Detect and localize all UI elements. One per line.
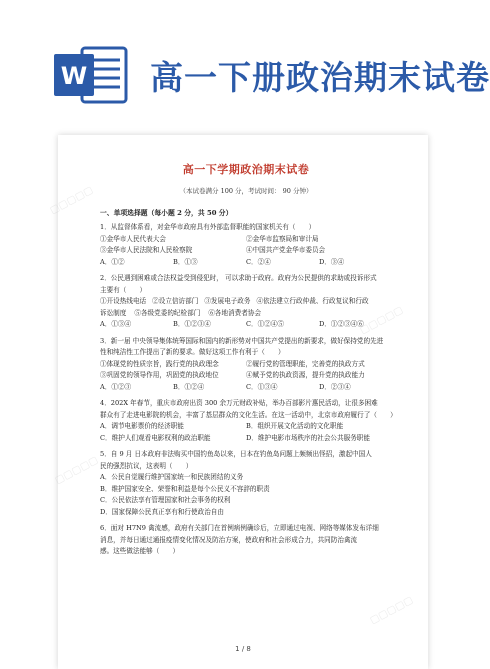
banner-title: 高一下册政治期末试卷 [150,58,490,97]
page-number: 1 / 8 [235,645,251,653]
question-2: 2．公民遇到困难或合法权益受到侵犯时， 可以求助于政府。政府为公民提供的求助或投诉形式 主要有（ ） ①开设热线电话 ②设立信访部门 ③发展电子政务 ④依法建立行政仲裁、行政复议和行政 诉讼制度 ⑤各级党委的纪检部门 ⑥各地消费者协会 A．①③④ B．①②③④ C．①②④⑤ D．①②③④⑥ [100,274,377,328]
section-heading: 一、单项选择题（每小题 2 分，共 50 分） [100,209,233,217]
word-document-icon [52,44,128,106]
question-6: 6．面对 H7N9 禽流感，政府有关部门在首例病例确诊后，立即通过电视、网络等媒体发布详细 消息，并每日通过通报疫情变化情况及防治方案，使政府和社会形成合力，共同防治禽流 感。这些做法能够（ ） [100,524,379,555]
document-page[interactable]: ▢▢▢▢▢ ▢▢▢▢▢ ▢▢▢▢▢ ▢▢▢▢▢ 高一下学期政治期末试卷 （本试卷满分 100 分，考试时间： 90 分钟） 一、单项选择题（每小题 2 分，共 50 分） 1．从监督体系看，对金华市政府具有外部监督职能的国家机关有（ ） ①金华市人民代表大会 ②金华市监察局和审计局 ③金华市人民法院和人民检察院 ④中国共产党金华市委员会 A．①② B．①③ C．②④ D．③④ 2．公民遇到困难或合法权益受到侵犯时， 可以求助于政府。政府为公民提供的求助或投诉形式 主要有（ ） ①开设热线电话 ②设立信访部门 ③发展电子政务 ④依法建立行政仲裁、行政复议和行政 诉讼制度 ⑤各级党委的纪检部门 ⑥各地消费者协会 A．①③④ B．①②③④ C．①②④⑤ D．①②③④⑥ 3．新一届 中央领导集体统筹国际和国内的新形势对中国共产党提出的新要求，做好保持党的先进 性和纯洁性工作提出了新的要求。做好这项工作有利于（ ） ①体现党的性质宗旨，践行党的执政理念 ②履行党的管理职能，完善党的执政方式 ③巩固党的领导作用，巩固党的执政地位 ④赋予党的执政资源，提升党的执政能力 A．①②③ B．①②④ C．①③④ D．②③④ 4．202X 年春节，重庆市政府出资 300 余万元财政补贴，举办百部影片惠民活动，让很多困难 群众有了走进电影院的机会，丰富了基层群众的文化生活。在这一活动中，北京市政府履行了（ ） A．调节电影票价的经济职能 B．组织开展文化活动的文化职能 C．维护人们观看电影权利的政治职能 D．维护电影市场秩序的社会公共服务职能 5．自 9 月 日本政府非法购买中国钓鱼岛以来，日本在钓鱼岛问题上频频出怪招，激起中国人 民的强烈抗议，这表明（ ） A．公民自觉履行维护国家统一和民族团结的义务 B．维护国家安全、荣誉和利益是每个公民义不容辞的职责 C．公民依法享有管理国家和社会事务的权利 D．国家保障公民真正享有和行使政治自由 6．面对 H7N9 禽流感，政府有关部门在首例病例确诊后，立即通过电视、网络等媒体发布详细 消息，并每日通过通报疫情变化情况及防治方案，使政府和社会形成合力，共同防治禽流 感。这些做法能够（ ） 1 / 8 [58,135,428,669]
doc-subtitle: （本试卷满分 100 分，考试时间： 90 分钟） [179,187,313,195]
question-4: 4．202X 年春节，重庆市政府出资 300 余万元财政补贴，举办百部影片惠民活动，让很多困难 群众有了走进电影院的机会，丰富了基层群众的文化生活。在这一活动中，北京市政府履行了（ ） A．调节电影票价的经济职能 B．组织开展文化活动的文化职能 C．维护人们观看电影权利的政治职能 D．维护电影市场秩序的社会公共服务职能 [100,399,397,442]
document-body [100,161,397,558]
question-5: 5．自 9 月 日本政府非法购买中国钓鱼岛以来，日本在钓鱼岛问题上频频出怪招，激起中国人 民的强烈抗议，这表明（ ） A．公民自觉履行维护国家统一和民族团结的义务 B．维护国家安全、荣誉和利益是每个公民义不容辞的职责 C．公民依法享有管理国家和社会事务的权利 D．国家保障公民真正享有和行使政治自由 [100,450,372,516]
question-3: 3．新一届 中央领导集体统筹国际和国内的新形势对中国共产党提出的新要求，做好保持党的先进 性和纯洁性工作提出了新的要求。做好这项工作有利于（ ） ①体现党的性质宗旨，践行党的执政理念 ②履行党的管理职能，完善党的执政方式 ③巩固党的领导作用，巩固党的执政地位 ④赋予党的执政资源，提升党的执政能力 A．①②③ B．①②④ C．①③④ D．②③④ [100,336,384,391]
question-1: 1．从监督体系看，对金华市政府具有外部监督职能的国家机关有（ ） ①金华市人民代表大会 ②金华市监察局和审计局 ③金华市人民法院和人民检察院 ④中国共产党金华市委员会 A．①② B．①③ C．②④ D．③④ [100,223,345,266]
svg-text:W: W [60,62,88,90]
doc-title: 高一下学期政治期末试卷 [182,163,310,176]
banner [0,0,490,128]
